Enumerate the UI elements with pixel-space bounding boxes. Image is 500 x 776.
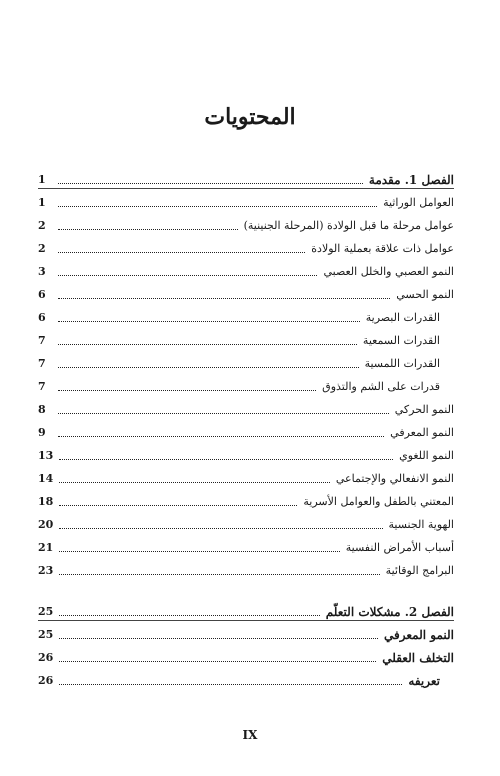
toc-entry[interactable] — [38, 646, 454, 666]
toc-entry-sub[interactable] — [38, 669, 454, 689]
toc-entry[interactable] — [38, 559, 454, 579]
toc-entry-page: 26 — [38, 674, 54, 687]
toc-entry-label: النمو العصبي والخلل العصبي — [323, 265, 454, 278]
toc-entry-sub[interactable] — [38, 306, 454, 326]
toc-entry-page: 3 — [38, 265, 46, 278]
toc-entry-page: 1 — [38, 173, 46, 186]
dot-leader — [58, 252, 305, 253]
toc-entry[interactable] — [38, 398, 454, 418]
toc-entry-page: 6 — [38, 311, 46, 324]
dot-leader — [59, 661, 376, 662]
dot-leader — [58, 321, 360, 322]
dot-leader — [58, 436, 384, 437]
dot-leader — [59, 551, 339, 552]
toc-entry-sub[interactable] — [38, 375, 454, 395]
toc-entry[interactable] — [38, 623, 454, 643]
dot-leader — [58, 413, 389, 414]
page-title: المحتويات — [204, 104, 296, 130]
toc-entry-page: 26 — [38, 651, 54, 664]
toc-entry-label: عوامل ذات علاقة بعملية الولادة — [311, 242, 454, 255]
toc-entry[interactable] — [38, 513, 454, 533]
toc-entry-label: النمو المعرفي — [390, 426, 454, 439]
toc-entry-label: تعريفه — [408, 674, 440, 688]
toc-entry-label: القدرات اللمسية — [364, 357, 440, 370]
toc-entry-label: المعتني بالطفل والعوامل الأسرية — [303, 495, 454, 508]
toc-entry-sub[interactable] — [38, 352, 454, 372]
toc-entry[interactable] — [38, 421, 454, 441]
toc-entry-page: 7 — [38, 334, 46, 347]
toc-entry-page: 14 — [38, 472, 54, 485]
toc-entry-label: النمو اللغوي — [399, 449, 454, 462]
dot-leader — [58, 344, 357, 345]
dot-leader — [58, 367, 359, 368]
toc-entry-page: 2 — [38, 242, 46, 255]
toc-entry-page: 23 — [38, 564, 54, 577]
toc-entry[interactable] — [38, 467, 454, 487]
toc-entry-label: العوامل الوراثية — [383, 196, 454, 209]
dot-leader — [59, 638, 378, 639]
dot-leader — [59, 528, 382, 529]
dot-leader — [59, 574, 379, 575]
toc-entry-chapter-2[interactable] — [38, 600, 454, 621]
dot-leader — [59, 505, 297, 506]
toc-entry-label: النمو الانفعالي والإجتماعي — [335, 472, 454, 485]
toc-entry-label: البرامج الوقائية — [385, 564, 454, 577]
page-number-footer: IX — [242, 728, 258, 742]
toc-entry[interactable] — [38, 214, 454, 234]
toc-entry-label: التخلف العقلي — [382, 651, 454, 665]
toc-entry-label: الفصل 1. مقدمة — [368, 173, 454, 187]
dot-leader — [59, 482, 330, 483]
dot-leader — [58, 275, 317, 276]
toc-entry-page: 13 — [38, 449, 54, 462]
toc-entry-label: النمو المعرفي — [383, 628, 454, 642]
toc-entry-page: 7 — [38, 380, 46, 393]
toc-entry-page: 25 — [38, 605, 54, 618]
toc-entry-sub[interactable] — [38, 329, 454, 349]
toc-entry-page: 7 — [38, 357, 46, 370]
toc-entry-page: 9 — [38, 426, 46, 439]
toc-entry-page: 18 — [38, 495, 54, 508]
toc-entry-label: النمو الحسي — [396, 288, 454, 301]
toc-entry-label: عوامل مرحلة ما قبل الولادة (المرحلة الجنينية) — [243, 219, 454, 232]
toc-entry-label: الهوية الجنسية — [388, 518, 454, 531]
dot-leader — [59, 684, 402, 685]
toc-entry-page: 1 — [38, 196, 46, 209]
dot-leader — [58, 390, 316, 391]
toc-entry[interactable] — [38, 283, 454, 303]
toc-entry-page: 21 — [38, 541, 54, 554]
toc-entry[interactable] — [38, 191, 454, 211]
dot-leader — [58, 298, 390, 299]
toc-entry[interactable] — [38, 444, 454, 464]
toc-entry[interactable] — [38, 237, 454, 257]
toc-entry-page: 2 — [38, 219, 46, 232]
toc-entry-page: 20 — [38, 518, 54, 531]
toc-entry[interactable] — [38, 490, 454, 510]
toc-entry[interactable] — [38, 260, 454, 280]
dot-leader — [58, 183, 363, 184]
toc-entry-label: القدرات البصرية — [365, 311, 440, 324]
toc-entry[interactable] — [38, 536, 454, 556]
toc-entry-label: الفصل 2. مشكلات التعلّم — [325, 605, 454, 619]
dot-leader — [58, 229, 238, 230]
toc-entry-page: 8 — [38, 403, 46, 416]
toc-entry-label: النمو الحركي — [394, 403, 454, 416]
toc-entry-label: القدرات السمعية — [362, 334, 440, 347]
toc-entry-chapter-1[interactable] — [38, 168, 454, 189]
toc-entry-page: 6 — [38, 288, 46, 301]
toc-entry-page: 25 — [38, 628, 54, 641]
toc-entry-label: قدرات على الشم والتذوق — [322, 380, 440, 393]
dot-leader — [58, 206, 377, 207]
dot-leader — [59, 459, 393, 460]
dot-leader — [59, 615, 319, 616]
toc-entry-label: أسباب الأمراض النفسية — [345, 541, 454, 554]
